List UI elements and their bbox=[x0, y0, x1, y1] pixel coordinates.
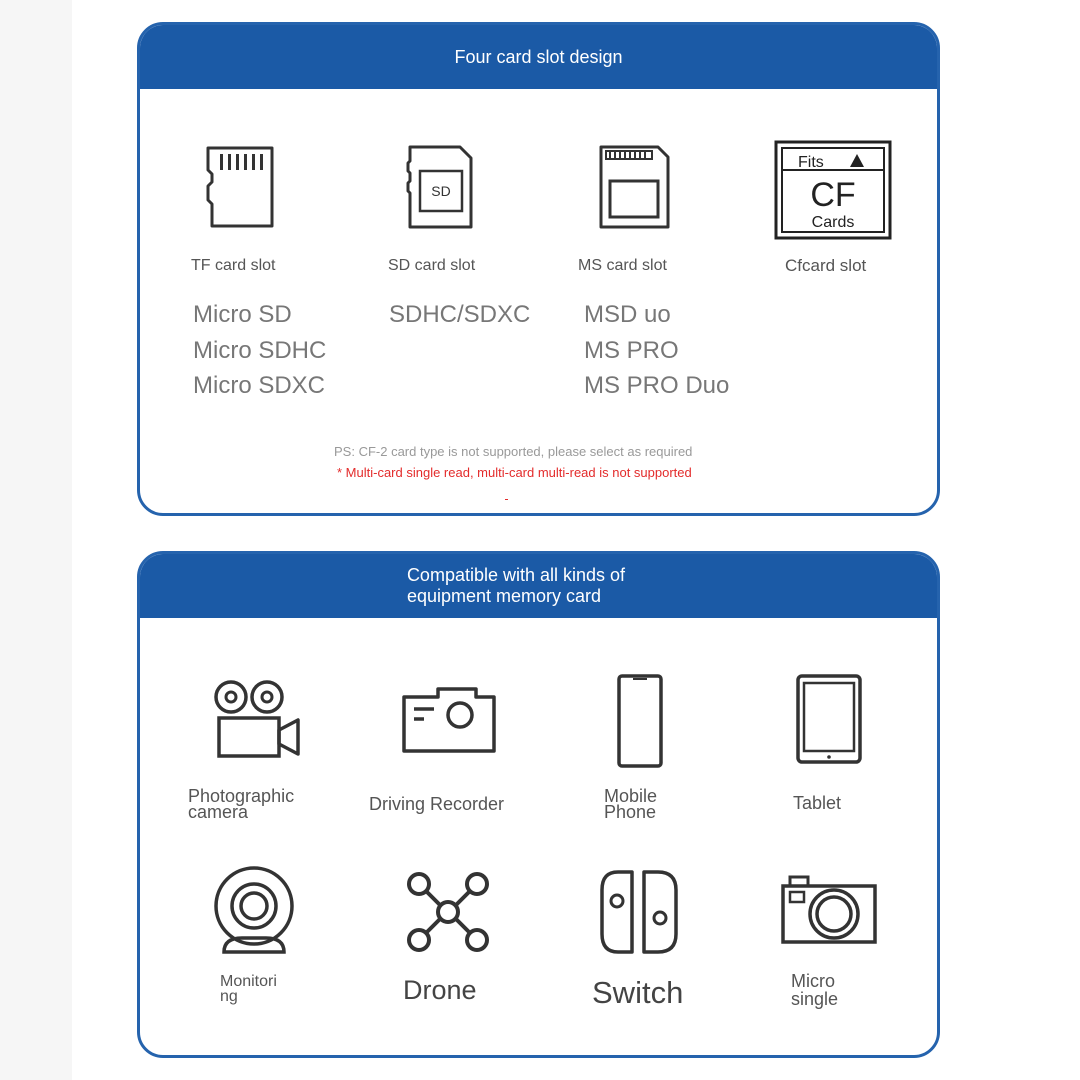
panel-header bbox=[140, 554, 937, 618]
spec-item: Micro SD bbox=[193, 301, 292, 328]
cf-card-icon bbox=[774, 140, 892, 240]
device-label-line: Phone bbox=[604, 802, 657, 822]
device-label-line: Switch bbox=[592, 975, 684, 1010]
panel-header bbox=[140, 25, 937, 89]
panel-title-line: Compatible with all kinds of bbox=[406, 565, 626, 585]
device-label-line: Tablet bbox=[793, 793, 842, 813]
spec-item: MS PRO Duo bbox=[584, 372, 730, 399]
device-label-monitoring bbox=[220, 974, 277, 1004]
device-label-mobile-phone bbox=[604, 788, 657, 820]
panel-title bbox=[407, 565, 625, 607]
device-label-photographic-camera bbox=[188, 788, 294, 820]
spec-item: MS PRO bbox=[584, 336, 679, 364]
device-label-tablet bbox=[793, 795, 841, 811]
sd-spec-list bbox=[389, 297, 530, 333]
cf-big-text: CF bbox=[810, 176, 856, 214]
webcam-icon bbox=[212, 864, 296, 956]
slot-label-cf: Cfcard slot bbox=[785, 256, 867, 275]
microsd-card-icon bbox=[206, 146, 276, 228]
game-console-icon bbox=[598, 868, 680, 956]
sd-card-icon-text: SD bbox=[431, 183, 451, 199]
video-camera-icon bbox=[212, 680, 302, 760]
tablet-icon bbox=[795, 673, 863, 765]
device-label-switch bbox=[592, 975, 683, 1011]
device-label-line: Micro bbox=[791, 971, 835, 991]
spec-item: MSD uo bbox=[584, 301, 671, 328]
triangle-up-icon bbox=[850, 154, 864, 167]
tf-spec-list bbox=[193, 297, 326, 404]
slot-label-tf: TF card slot bbox=[191, 257, 276, 274]
device-label-line: Photographic bbox=[188, 786, 295, 806]
note-ps: PS: CF-2 card type is not supported, please select as required bbox=[334, 444, 693, 459]
device-label-line: ng bbox=[220, 988, 238, 1005]
device-label-driving-recorder bbox=[369, 796, 504, 812]
panel-title-line: equipment memory card bbox=[406, 586, 602, 606]
device-label-micro-single bbox=[791, 972, 838, 1008]
sd-card-icon bbox=[406, 145, 474, 229]
slot-label-ms: MS card slot bbox=[578, 257, 667, 274]
spec-item: Micro SDHC bbox=[193, 336, 327, 364]
mobile-phone-icon bbox=[615, 673, 665, 769]
dashcam-icon bbox=[400, 685, 498, 755]
device-label-line: Monitori bbox=[220, 973, 277, 990]
spec-item: SDHC/SDXC bbox=[389, 301, 531, 328]
page-background-strip bbox=[0, 0, 72, 1080]
red-dot-divider bbox=[505, 499, 508, 500]
note-warning: * Multi-card single read, multi-card multi-read is not supported bbox=[337, 465, 692, 480]
slot-label-sd: SD card slot bbox=[388, 257, 476, 274]
cf-cards-text: Cards bbox=[811, 214, 855, 231]
device-label-drone bbox=[403, 975, 477, 1006]
device-label-line: camera bbox=[188, 802, 249, 822]
device-label-line: single bbox=[791, 989, 839, 1009]
spec-item: Micro SDXC bbox=[193, 372, 326, 399]
ms-spec-list bbox=[584, 297, 729, 404]
ms-card-icon bbox=[598, 145, 670, 229]
drone-icon bbox=[405, 870, 491, 954]
mirrorless-camera-icon bbox=[780, 874, 878, 946]
panel-title: Four card slot design bbox=[454, 46, 623, 67]
device-label-line: Drone bbox=[403, 975, 477, 1005]
device-label-line: Mobile bbox=[604, 786, 658, 806]
device-label-line: Driving Recorder bbox=[369, 794, 505, 814]
cf-fits-text: Fits bbox=[798, 154, 824, 171]
